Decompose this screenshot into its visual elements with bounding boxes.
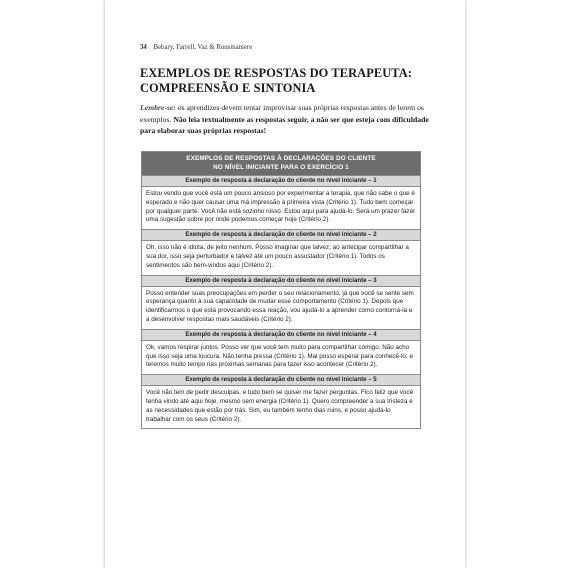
example-response: Ok, vamos respirar juntos. Posso ver que você tem muito para compartilhar comigo. Não acho que isso seja uma loucura. Não tenha pressa (Critério 1). Mal posso esperar para conhecê-lo, e teremos muito tempo nas próximas semanas para fazer isso acontecer (Critério 2).: [146, 343, 414, 369]
example-heading: Exemplo de resposta à declaração do cliente no nível iniciante – 5: [142, 374, 420, 386]
running-header: [140, 44, 252, 51]
example-response: Posso entender suas preocupações em perder o seu relacionamento, já que você se sente sem esperança quanto à sua capacidade de mudar esse comportamento (Critério 1). Depois que identificarmos o que está provocando essa reação, vou ajudá-lo a aprender como contorná-la e a desenvolver respostas mais saudáveis (Critério 2).: [146, 289, 414, 323]
intro-lead: Lembre-se:: [140, 103, 176, 112]
example-heading: Exemplo de resposta à declaração do cliente no nível iniciante – 4: [142, 329, 420, 341]
example-heading: Exemplo de resposta à declaração do cliente no nível iniciante – 2: [142, 229, 420, 241]
intro-emphasis: Não leia textualmente as respostas seguir, a não ser que esteja com dificuldade para elaborar suas próprias respostas!: [140, 114, 429, 136]
running-header-authors: Bebary, Farrell, Vaz & Rousmaniere: [153, 44, 253, 51]
example-heading: Exemplo de resposta à declaração do cliente no nível iniciante – 1: [142, 175, 420, 187]
page-number: 34: [140, 44, 147, 51]
section-title: EXEMPLOS DE RESPOSTAS DO TERAPEUTA: COMPREENSÃO E SINTONIA: [140, 66, 413, 95]
example-response: Estou vendo que você está um pouco ansioso por experimentar a terapia, que não sabe o que é esperado e não quer causar uma má impressão à primeira vista (Critério 1). Tudo bem começar por qualquer parte. Você não está sozinho nisso. Estou aqui para ajudá-lo. Será um prazer fazer uma sugestão sobre por onde podemos começar hoje (Critério 2).: [146, 190, 416, 224]
intro-paragraph: [140, 102, 436, 137]
intro-text: os aprendizes devem tentar improvisar suas próprias respostas antes de lerem os exemplos.: [140, 103, 424, 124]
table-title-line-2: NO NÍVEL INICIANTE PARA O EXERCÍCIO 1: [213, 164, 349, 171]
example-heading: Exemplo de resposta à declaração do cliente no nível iniciante – 3: [142, 275, 420, 287]
table-title: [142, 152, 420, 175]
table-title-line-1: EXEMPLOS DE RESPOSTAS À DECLARAÇÕES DO CLIENTE: [186, 155, 376, 162]
examples-table: [141, 151, 421, 429]
example-response: Oh, isso não é idiota, de jeito nenhum. Posso imaginar que talvez, ao antecipar compartilhar a sua dor, isso seja perturbador e talvez até um pouco assustador (Critério 1). Todos os sentimentos são bem-vindos aqui (Critério 2).: [146, 244, 409, 269]
book-page: [105, 0, 465, 568]
example-response: Você não tem de pedir desculpas, e tudo bem se quiser me fazer perguntas. Fico feliz que você tenha vindo até aqui hoje, mesmo sem energia (Critério 1). Quero compreender a sua tristeza e as necessidades que estão por trás. Sim, eu também tenho dias ruins, e posso ajudá-lo trabalhar com os seus (Critério 2).: [146, 389, 414, 423]
